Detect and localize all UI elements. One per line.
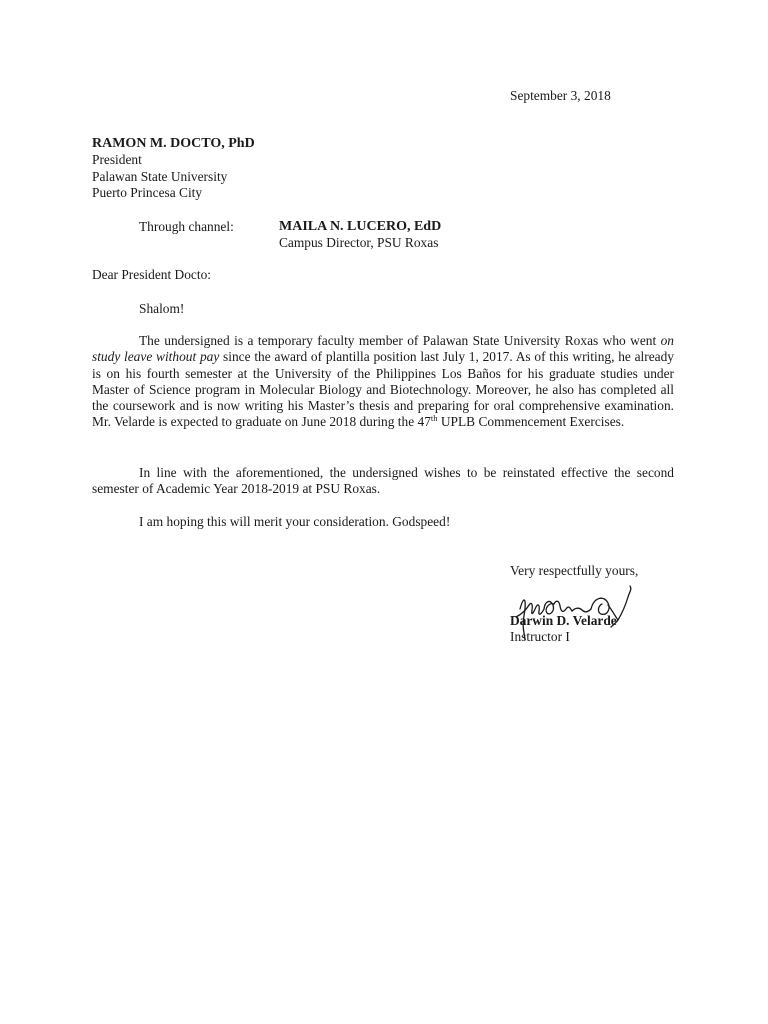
complimentary-closing: Very respectfully yours, [510,563,639,578]
through-channel-name: MAILA N. LUCERO, EdD [279,219,442,234]
body-paragraph-3: I am hoping this will merit your consideration. Godspeed! [139,514,451,529]
body-paragraph-2: In line with the aforementioned, the undersigned wishes to be reinstated effective the second semester of Academic Year 2018-2019 at PSU Roxas. [92,465,674,497]
body-paragraph-1-text-b: since the award of plantilla position last July 1, 2017. As of this writing, he already is on his fourth semester at the University of the Philippines Los Baños for his graduate studies under Master of Science program in Molecular Biology and Biotechnology. Moreover, he also has completed all the coursework and is now writing his Master’s thesis and preparing for oral comprehensive examination. Mr. Velarde is expected to graduate on June 2018 during the 47 [92,349,674,430]
body-paragraph-1-text-a: The undersigned is a temporary faculty member of Palawan State University Roxas who went [139,333,661,348]
recipient-title: President [92,152,142,168]
study-leave-emphasis: on study leave without pay [92,333,674,365]
signer-name: Darwin D. Velarde [510,613,617,628]
letter-date: September 3, 2018 [510,88,611,103]
body-paragraph-1-text-c: UPLB Commencement Exercises. [437,414,625,430]
through-channel-label: Through channel: [139,219,234,234]
signer-title: Instructor I [510,629,570,645]
recipient-name: RAMON M. DOCTO, PhD [92,136,255,151]
through-channel-title: Campus Director, PSU Roxas [279,235,439,251]
recipient-organization: Palawan State University [92,168,228,184]
body-paragraph-1 [92,333,674,431]
signer-block [510,613,617,646]
salutation: Dear President Docto: [92,267,211,282]
recipient-address-block [92,136,255,201]
greeting: Shalom! [139,301,185,316]
ordinal-suffix: th [430,413,438,424]
recipient-city: Puerto Princesa City [92,184,203,200]
through-channel-block [279,219,441,252]
